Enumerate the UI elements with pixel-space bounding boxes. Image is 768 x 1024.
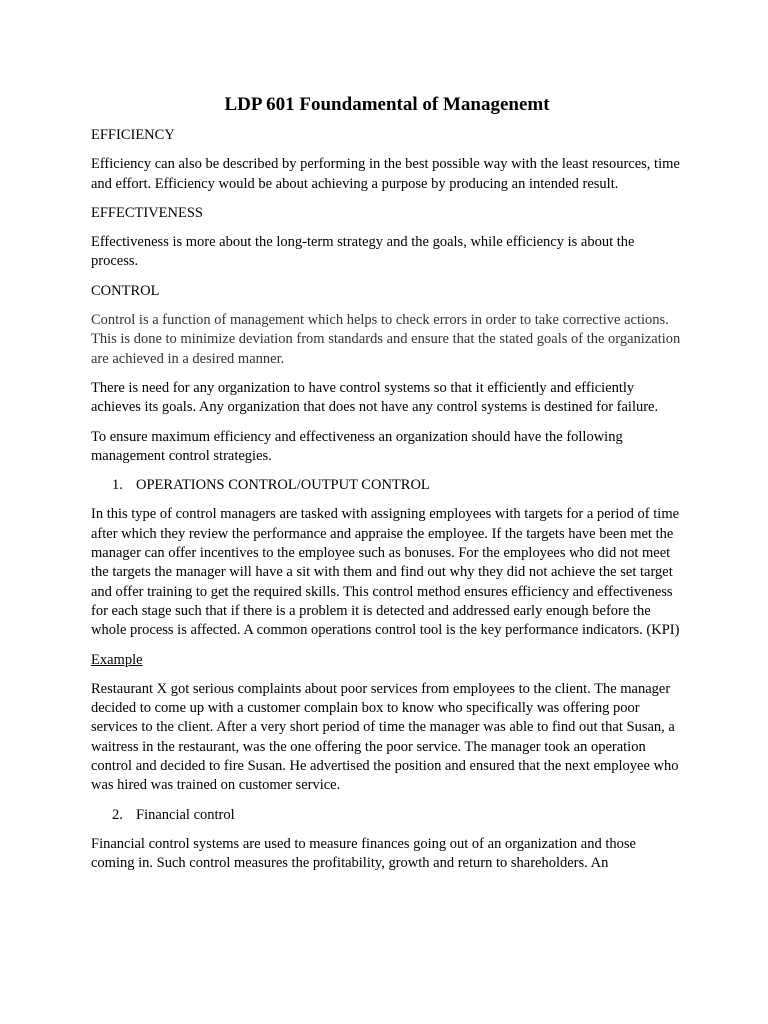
effectiveness-paragraph: Effectiveness is more about the long-term strategy and the goals, while efficiency is about the process. xyxy=(91,234,635,270)
list-number: 1. xyxy=(112,477,123,494)
document-title: LDP 601 Foundamental of Managenemt xyxy=(224,94,550,115)
strategies-intro-paragraph: To ensure maximum efficiency and effectiveness an organization should have the following management control strategies. xyxy=(91,428,623,464)
control-paragraph: Control is a function of management which helps to check errors in order to take corrective actions. This is done to minimize deviation from standards and ensure that the stated goals of the organization are achieved in a desired manner. xyxy=(91,312,681,367)
control-heading: CONTROL xyxy=(91,282,160,299)
list-item-financial-control xyxy=(91,806,683,825)
efficiency-heading: EFFICIENCY xyxy=(91,127,175,143)
control-need-paragraph: There is need for any organization to have control systems so that it efficiently and efficiently achieves its goals. Any organization that does not have any control systems is destined for failure. xyxy=(91,379,659,416)
list-number: 2. xyxy=(112,806,123,823)
efficiency-paragraph: Efficiency can also be described by performing in the best possible way with the least resources, time and effort. Efficiency would be about achieving a purpose by producing an intended result. xyxy=(91,156,680,192)
financial-control-paragraph: Financial control systems are used to measure finances going out of an organization and those coming in. Such control measures the profitability, growth and return to shareholders. An xyxy=(91,835,636,872)
document-body xyxy=(91,93,683,884)
example-paragraph: Restaurant X got serious complaints about poor services from employees to the client. The manager decided to come up with a customer complain box to know who specifically was offering poor services to the client. After a very short period of time the manager was able to find out that Susan, a waitress in the restaurant, was the one offering the poor service. The manager took an operation control and decided to fire Susan. He advertised the position and ensured that the next employee who was hired was trained on customer service. xyxy=(91,680,679,794)
list-item-operations-control xyxy=(91,476,683,495)
list-item-label: Financial control xyxy=(136,806,235,823)
operations-control-paragraph: In this type of control managers are tasked with assigning employees with targets for a period of time after which they review the performance and appraise the employee. If the targets have been met the manager can offer incentives to the employee such as bonuses. For the employees who did not meet the targets the manager will have a sit with them and find out why they did not achieve the set target and offer training to get the required skills. This control method ensures efficiency and effectiveness for each stage such that if there is a problem it is detected and addressed early enough before the whole process is affected. A common operations control tool is the key performance indicators. (KPI) xyxy=(91,506,680,639)
list-item-label: OPERATIONS CONTROL/OUTPUT CONTROL xyxy=(136,477,430,494)
effectiveness-heading: EFFECTIVENESS xyxy=(91,204,203,221)
example-heading: Example xyxy=(91,651,143,668)
